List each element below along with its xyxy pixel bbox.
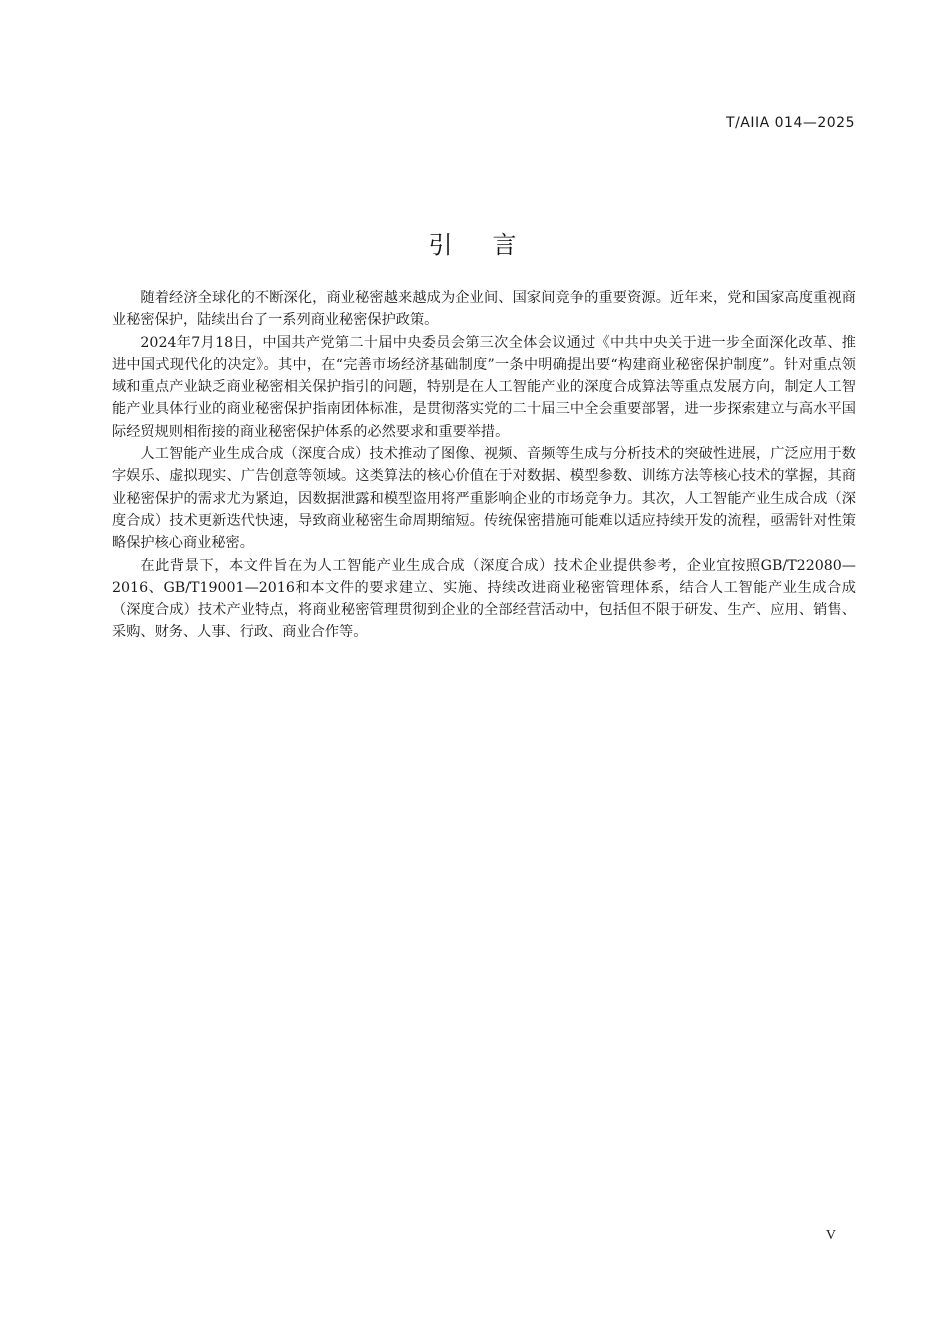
page-number: V	[825, 1228, 836, 1243]
paragraph: 人工智能产业生成合成（深度合成）技术推动了图像、视频、音频等生成与分析技术的突破性进展，广泛应用于数字娱乐、虚拟现实、广告创意等领域。这类算法的核心价值在于对数据、模型参数、训练方法等核心技术的掌握，其商业秘密保护的需求尤为紧迫，因数据泄露和模型盗用将严重影响企业的市场竞争力。其次，人工智能产业生成合成（深度合成）技术更新迭代快速，导致商业秘密生命周期缩短。传统保密措施可能难以适应持续开发的流程，亟需针对性策略保护核心商业秘密。	[112, 446, 856, 552]
paragraph: 随着经济全球化的不断深化，商业秘密越来越成为企业间、国家间竞争的重要资源。近年来，党和国家高度重视商业秘密保护，陆续出台了一系列商业秘密保护政策。	[112, 290, 856, 329]
body-text	[112, 287, 856, 644]
paragraph: 2024年7月18日，中国共产党第二十届中央委员会第三次全体会议通过《中共中央关于进一步全面深化改革、推进中国式现代化的决定》。其中，在“完善市场经济基础制度”一条中明确提出要“构建商业秘密保护制度”。针对重点领域和重点产业缺乏商业秘密相关保护指引的问题，特别是在人工智能产业的深度合成算法等重点发展方向，制定人工智能产业具体行业的商业秘密保护指南团体标准，是贯彻落实党的二十届三中全会重要部署，进一步探索建立与高水平国际经贸规则相衔接的商业秘密保护体系的必然要求和重要举措。	[112, 334, 856, 440]
document-code: T/AIIA 014—2025	[726, 115, 855, 131]
section-title: 引言	[428, 231, 557, 259]
paragraph: 在此背景下，本文件旨在为人工智能产业生成合成（深度合成）技术企业提供参考，企业宜按照GB/T22080—2016、GB/T19001—2016和本文件的要求建立、实施、持续改进商业秘密管理体系，结合人工智能产业生成合成（深度合成）技术产业特点，将商业秘密管理贯彻到企业的全部经营活动中，包括但不限于研发、生产、应用、销售、采购、财务、人事、行政、商业合作等。	[112, 557, 856, 641]
